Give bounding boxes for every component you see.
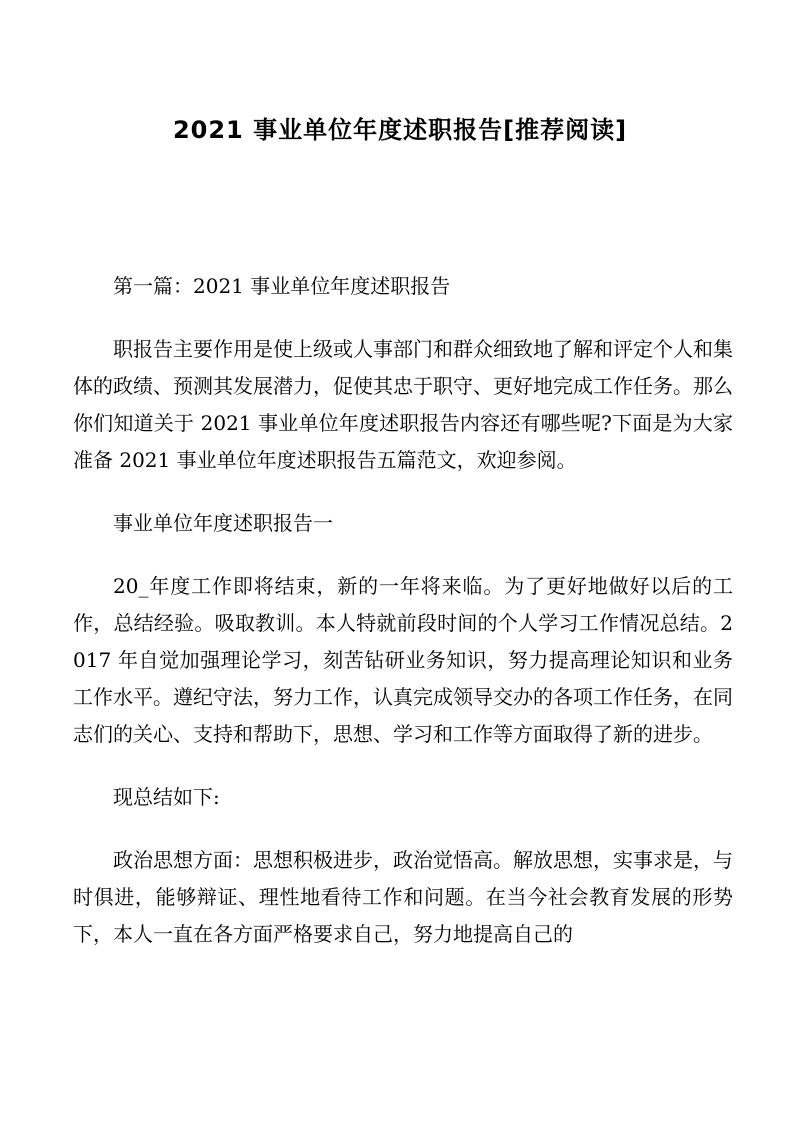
report-heading: 事业单位年度述职报告一 <box>113 511 333 535</box>
political-thought-paragraph: 政治思想方面：思想积极进步，政治觉悟高。解放思想，实事求是，与时俱进，能够辩证、理性地看待工作和问题。在当今社会教育发展的形势下，本人一直在各方面严格要求自己，努力地提高自己的 <box>73 848 733 946</box>
document-title: 2021 事业单位年度述职报告[推荐阅读] <box>172 116 628 144</box>
intro-paragraph: 职报告主要作用是使上级或人事部门和群众细致地了解和评定个人和集体的政绩、预测其发展潜力，促使其忠于职守、更好地完成工作任务。那么你们知道关于 2021 事业单位年度述职报告内容还有哪些呢?下面是为大家准备 2021 事业单位年度述职报告五篇范文，欢迎参阅。 <box>73 337 733 472</box>
section-heading: 第一篇：2021 事业单位年度述职报告 <box>113 274 451 298</box>
work-summary-paragraph: 20_年度工作即将结束，新的一年将来临。为了更好地做好以后的工作，总结经验。吸取教训。本人特就前段时间的个人学习工作情况总结。2017 年自觉加强理论学习，刻苦钻研业务知识，努力提高理论知识和业务工作水平。遵纪守法，努力工作，认真完成领导交办的各项工作任务，在同志们的关心、支持和帮助下，思想、学习和工作等方面取得了新的进步。 <box>73 574 733 746</box>
summary-lead-in: 现总结如下: <box>113 785 220 809</box>
document-body <box>73 268 733 979</box>
